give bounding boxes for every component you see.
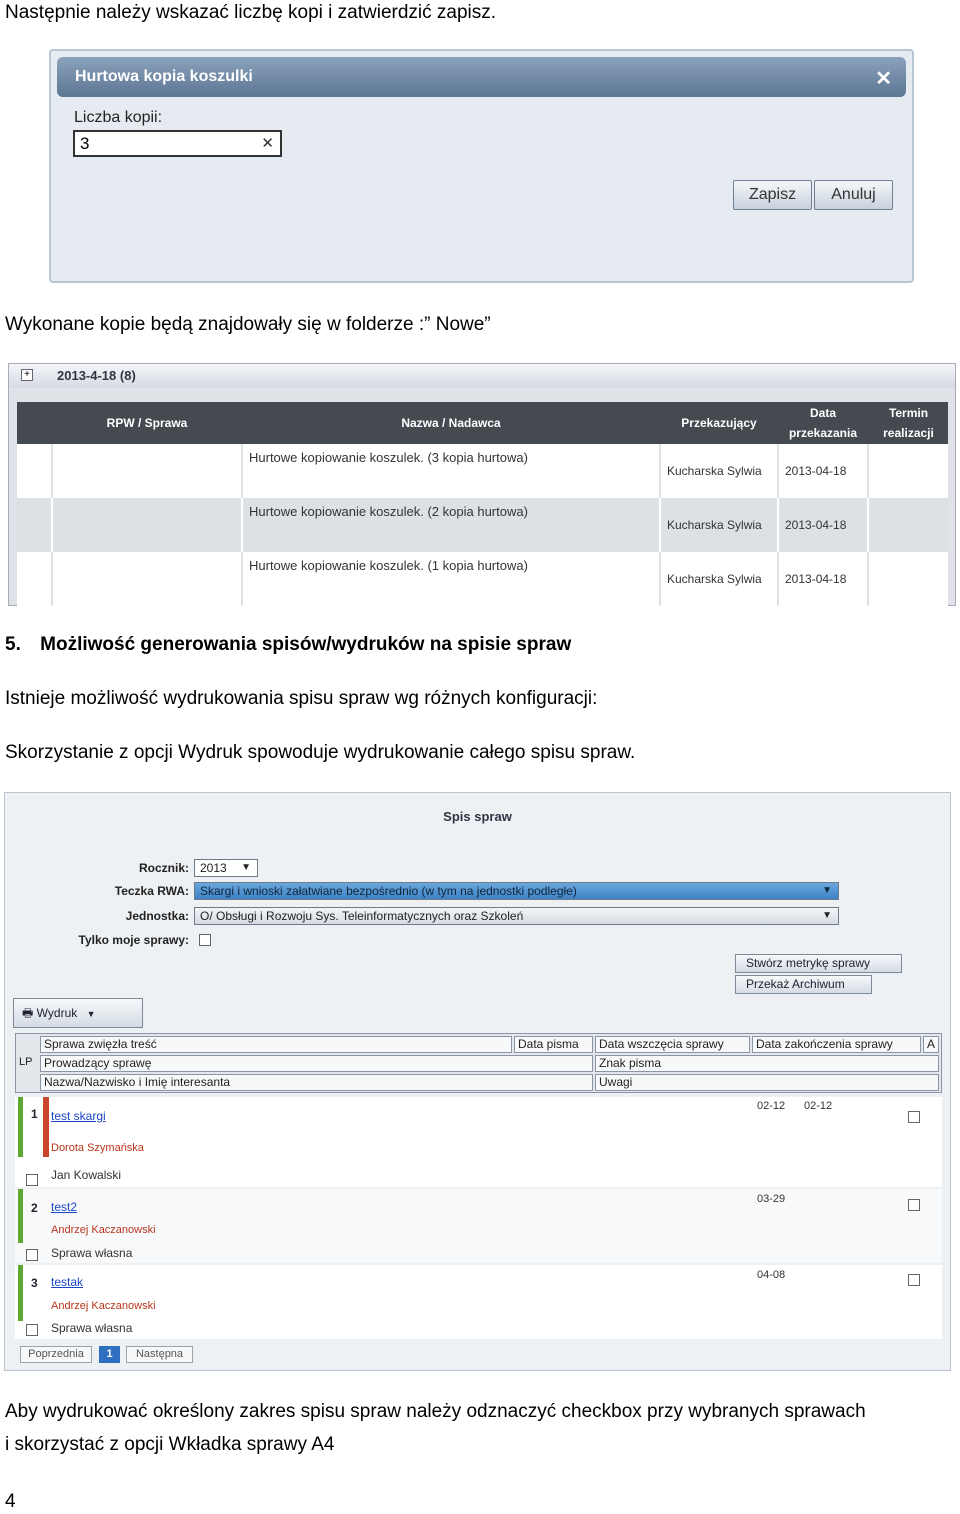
record-person: Dorota Szymańska — [51, 1142, 144, 1154]
pager-prev-button[interactable]: Poprzednia — [20, 1346, 92, 1363]
expand-icon[interactable]: + — [21, 369, 33, 381]
record-person: Andrzej Kaczanowski — [51, 1300, 156, 1312]
list-item[interactable] — [15, 1097, 942, 1187]
printer-icon: 🖶 — [22, 1006, 34, 1020]
dialog-title: Hurtowa kopia koszulki — [75, 68, 253, 85]
row-from: Kucharska Sylwia — [667, 572, 762, 586]
group-list — [8, 363, 956, 606]
rocznik-select[interactable] — [194, 859, 258, 877]
section-title: Możliwość generowania spisów/wydruków na spisie spraw — [40, 634, 572, 655]
col-deadline[interactable]: Termin realizacji — [883, 406, 934, 440]
copies-label: Liczba kopii: — [74, 109, 163, 126]
record-person: Andrzej Kaczanowski — [51, 1224, 156, 1236]
chevron-down-icon: ▼ — [241, 862, 251, 873]
record-lp: 3 — [31, 1276, 38, 1290]
page-number: 4 — [5, 1491, 16, 1512]
copy-dialog — [49, 49, 914, 283]
col-data-pisma[interactable]: Data pisma — [514, 1036, 593, 1053]
col-name[interactable]: Nazwa / Nadawca — [401, 416, 501, 430]
grid-header — [17, 402, 948, 444]
paragraph: Istnieje możliwość wydrukowania spisu spraw wg różnych konfiguracji: — [5, 688, 598, 709]
list-item[interactable] — [15, 1265, 942, 1339]
teczka-select[interactable] — [194, 882, 839, 900]
dialog-title-bar — [57, 57, 906, 97]
rocznik-label: Rocznik: — [138, 861, 189, 875]
record-checkbox[interactable] — [908, 1274, 920, 1286]
list-item[interactable] — [15, 1189, 942, 1263]
copies-input[interactable] — [78, 132, 252, 156]
status-bar — [18, 1265, 23, 1321]
record-date-start: 03-29 — [757, 1193, 786, 1205]
jednostka-value: O/ Obsługi i Rozwoju Sys. Teleinformatycznych oraz Szkoleń — [200, 909, 524, 923]
close-icon[interactable]: ✕ — [875, 68, 892, 90]
archive-button[interactable]: Przekaż Archiwum — [735, 975, 872, 994]
row-name: Hurtowe kopiowanie koszulek. (3 kopia hurtowa) — [249, 450, 528, 465]
spis-spraw-panel — [4, 792, 951, 1371]
row-from: Kucharska Sylwia — [667, 464, 762, 478]
table-row[interactable] — [17, 444, 948, 498]
col-prowadzacy[interactable]: Prowadzący sprawę — [40, 1055, 593, 1072]
record-client: Sprawa własna — [51, 1321, 133, 1335]
row-date: 2013-04-18 — [785, 572, 847, 586]
col-data-wszczecia[interactable]: Data wszczęcia sprawy — [595, 1036, 750, 1053]
group-header[interactable] — [9, 364, 955, 388]
record-date-start: 02-12 — [757, 1100, 786, 1112]
teczka-value: Skargi i wnioski załatwiane bezpośrednio (w tym na jednostki podległe) — [200, 884, 577, 898]
priority-bar — [43, 1097, 49, 1157]
record-client: Sprawa własna — [51, 1246, 133, 1260]
section-heading — [5, 634, 571, 656]
row-name: Hurtowe kopiowanie koszulek. (1 kopia hurtowa) — [249, 558, 528, 573]
rocznik-value: 2013 — [200, 861, 227, 875]
status-bar — [18, 1097, 23, 1157]
chevron-down-icon: ▼ — [822, 885, 832, 896]
folder-note: Wykonane kopie będą znajdowały się w folderze :” Nowe” — [5, 314, 491, 335]
record-checkbox-left[interactable] — [26, 1324, 38, 1336]
copies-input-box — [73, 130, 282, 157]
record-checkbox[interactable] — [908, 1111, 920, 1123]
record-title[interactable]: test skargi — [51, 1109, 106, 1123]
create-metric-button[interactable]: Stwórz metrykę sprawy — [735, 954, 902, 973]
record-lp: 1 — [31, 1107, 38, 1121]
teczka-label: Teczka RWA: — [114, 884, 189, 898]
chevron-down-icon: ▼ — [86, 1009, 96, 1019]
cancel-button[interactable]: Anuluj — [814, 180, 893, 210]
record-client: Jan Kowalski — [51, 1168, 122, 1182]
row-date: 2013-04-18 — [785, 464, 847, 478]
section-number: 5. — [5, 634, 21, 655]
col-rpw[interactable]: RPW / Sprawa — [106, 416, 188, 430]
status-bar — [18, 1189, 23, 1243]
clear-icon[interactable]: ✕ — [261, 135, 274, 152]
record-checkbox-left[interactable] — [26, 1174, 38, 1186]
col-from[interactable]: Przekazujący — [681, 416, 757, 430]
col-a[interactable]: A — [923, 1036, 939, 1053]
tylko-moje-checkbox[interactable] — [199, 934, 211, 946]
panel-title: Spis spraw — [443, 809, 512, 824]
record-title[interactable]: test2 — [51, 1200, 78, 1214]
paragraph: i skorzystać z opcji Wkładka sprawy A4 — [5, 1434, 335, 1455]
save-button[interactable]: Zapisz — [733, 180, 812, 210]
pager-current-page[interactable]: 1 — [99, 1346, 120, 1363]
col-lp: LP — [19, 1056, 33, 1068]
col-znak[interactable]: Znak pisma — [595, 1055, 939, 1072]
jednostka-label: Jednostka: — [125, 909, 189, 923]
col-data-zakonczenia[interactable]: Data zakończenia sprawy — [752, 1036, 921, 1053]
group-date: 2013-4-18 (8) — [57, 368, 136, 383]
row-date: 2013-04-18 — [785, 518, 847, 532]
col-uwagi[interactable]: Uwagi — [595, 1074, 939, 1091]
record-date-start: 04-08 — [757, 1269, 786, 1281]
col-nazwa[interactable]: Nazwa/Nazwisko i Imię interesanta — [40, 1074, 593, 1091]
record-checkbox-left[interactable] — [26, 1249, 38, 1261]
intro-text: Następnie należy wskazać liczbę kopi i zatwierdzić zapisz. — [5, 2, 497, 23]
chevron-down-icon: ▼ — [822, 910, 832, 921]
print-label: Wydruk — [36, 1006, 78, 1020]
record-date-end: 02-12 — [804, 1100, 833, 1112]
paragraph: Skorzystanie z opcji Wydruk spowoduje wydrukowanie całego spisu spraw. — [5, 742, 636, 763]
paragraph: Aby wydrukować określony zakres spisu spraw należy odznaczyć checkbox przy wybranych sprawach — [5, 1401, 866, 1422]
table-row[interactable] — [17, 498, 948, 552]
record-checkbox[interactable] — [908, 1199, 920, 1211]
record-title[interactable]: testak — [51, 1275, 84, 1289]
row-from: Kucharska Sylwia — [667, 518, 762, 532]
col-tresc[interactable]: Sprawa zwięzła treść — [40, 1036, 512, 1053]
col-date[interactable]: Data przekazania — [788, 406, 858, 440]
table-row[interactable] — [17, 552, 948, 606]
pager-next-button[interactable]: Następna — [126, 1346, 193, 1363]
print-button[interactable] — [13, 998, 143, 1028]
tylko-moje-label: Tylko moje sprawy: — [78, 933, 189, 947]
record-lp: 2 — [31, 1201, 38, 1215]
jednostka-select[interactable] — [194, 907, 839, 925]
row-name: Hurtowe kopiowanie koszulek. (2 kopia hurtowa) — [249, 504, 528, 519]
